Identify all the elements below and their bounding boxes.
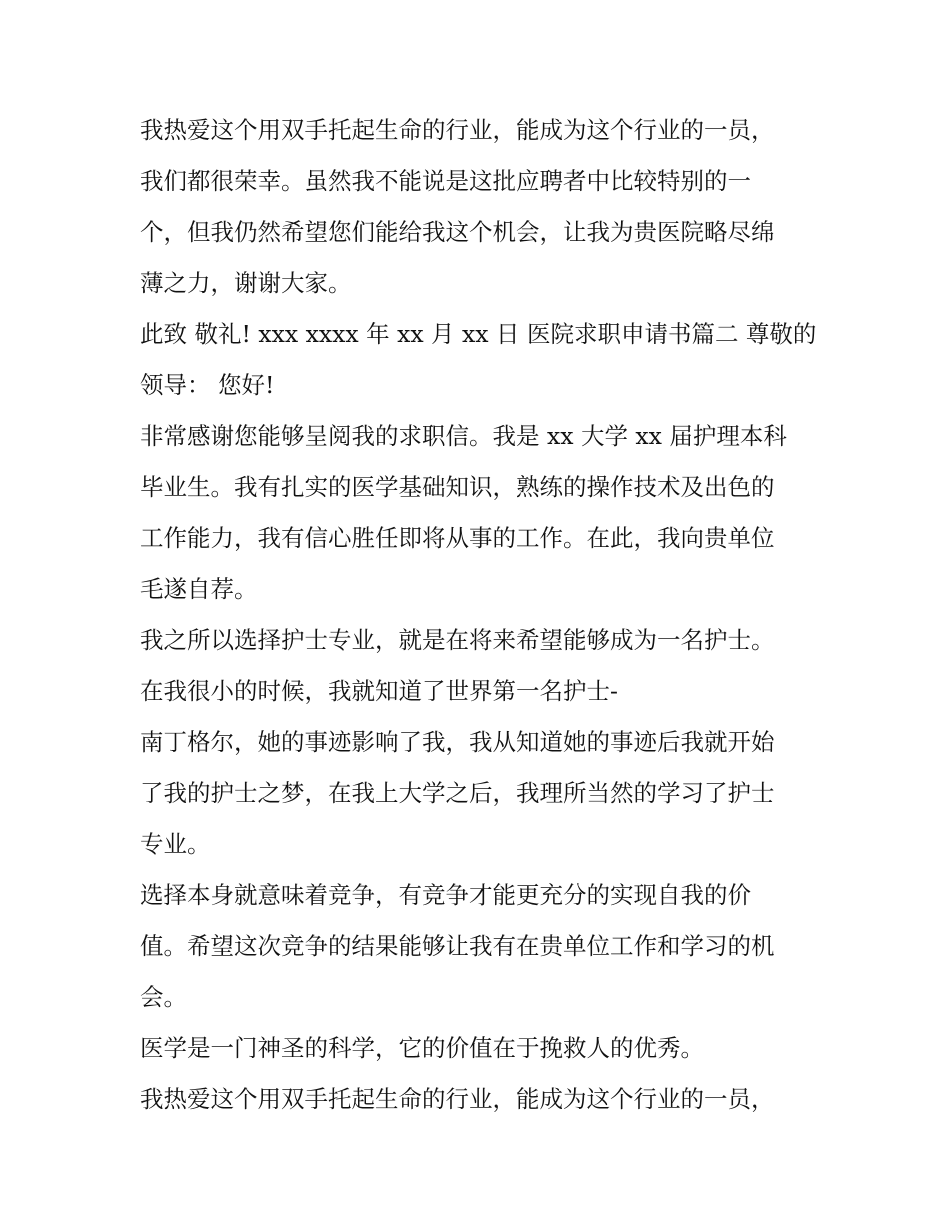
text-line: 专业。 bbox=[140, 830, 211, 858]
text-line: 领导： 您好! bbox=[140, 371, 275, 399]
text-line: 非常感谢您能够呈阅我的求职信。我是 xx 大学 xx 届护理本科 bbox=[140, 422, 787, 450]
text-line: 工作能力，我有信心胜任即将从事的工作。在此，我向贵单位 bbox=[140, 524, 775, 552]
text-line: 会。 bbox=[140, 983, 187, 1011]
text-line: 我热爱这个用双手托起生命的行业，能成为这个行业的一员， bbox=[140, 116, 775, 144]
text-line: 个，但我仍然希望您们能给我这个机会，让我为贵医院略尽绵 bbox=[140, 218, 775, 246]
text-line: 南丁格尔，她的事迹影响了我，我从知道她的事迹后我就开始 bbox=[140, 728, 775, 756]
text-line: 我热爱这个用双手托起生命的行业，能成为这个行业的一员， bbox=[140, 1085, 775, 1113]
text-line: 薄之力，谢谢大家。 bbox=[140, 269, 352, 297]
text-line: 值。希望这次竞争的结果能够让我有在贵单位工作和学习的机 bbox=[140, 932, 775, 960]
text-line: 我们都很荣幸。虽然我不能说是这批应聘者中比较特别的一 bbox=[140, 167, 751, 195]
text-line: 毕业生。我有扎实的医学基础知识，熟练的操作技术及出色的 bbox=[140, 473, 775, 501]
text-line: 此致 敬礼! xxx xxxx 年 xx 月 xx 日 医院求职申请书篇二 尊敬的 bbox=[140, 320, 817, 348]
text-line: 医学是一门神圣的科学，它的价值在于挽救人的优秀。 bbox=[140, 1034, 704, 1062]
text-line: 选择本身就意味着竞争，有竞争才能更充分的实现自我的价 bbox=[140, 881, 751, 909]
text-line: 在我很小的时候，我就知道了世界第一名护士- bbox=[140, 677, 618, 705]
text-line: 了我的护士之梦，在我上大学之后，我理所当然的学习了护士 bbox=[140, 779, 775, 807]
text-line: 我之所以选择护士专业，就是在将来希望能够成为一名护士。 bbox=[140, 626, 775, 654]
text-line: 毛遂自荐。 bbox=[140, 575, 258, 603]
